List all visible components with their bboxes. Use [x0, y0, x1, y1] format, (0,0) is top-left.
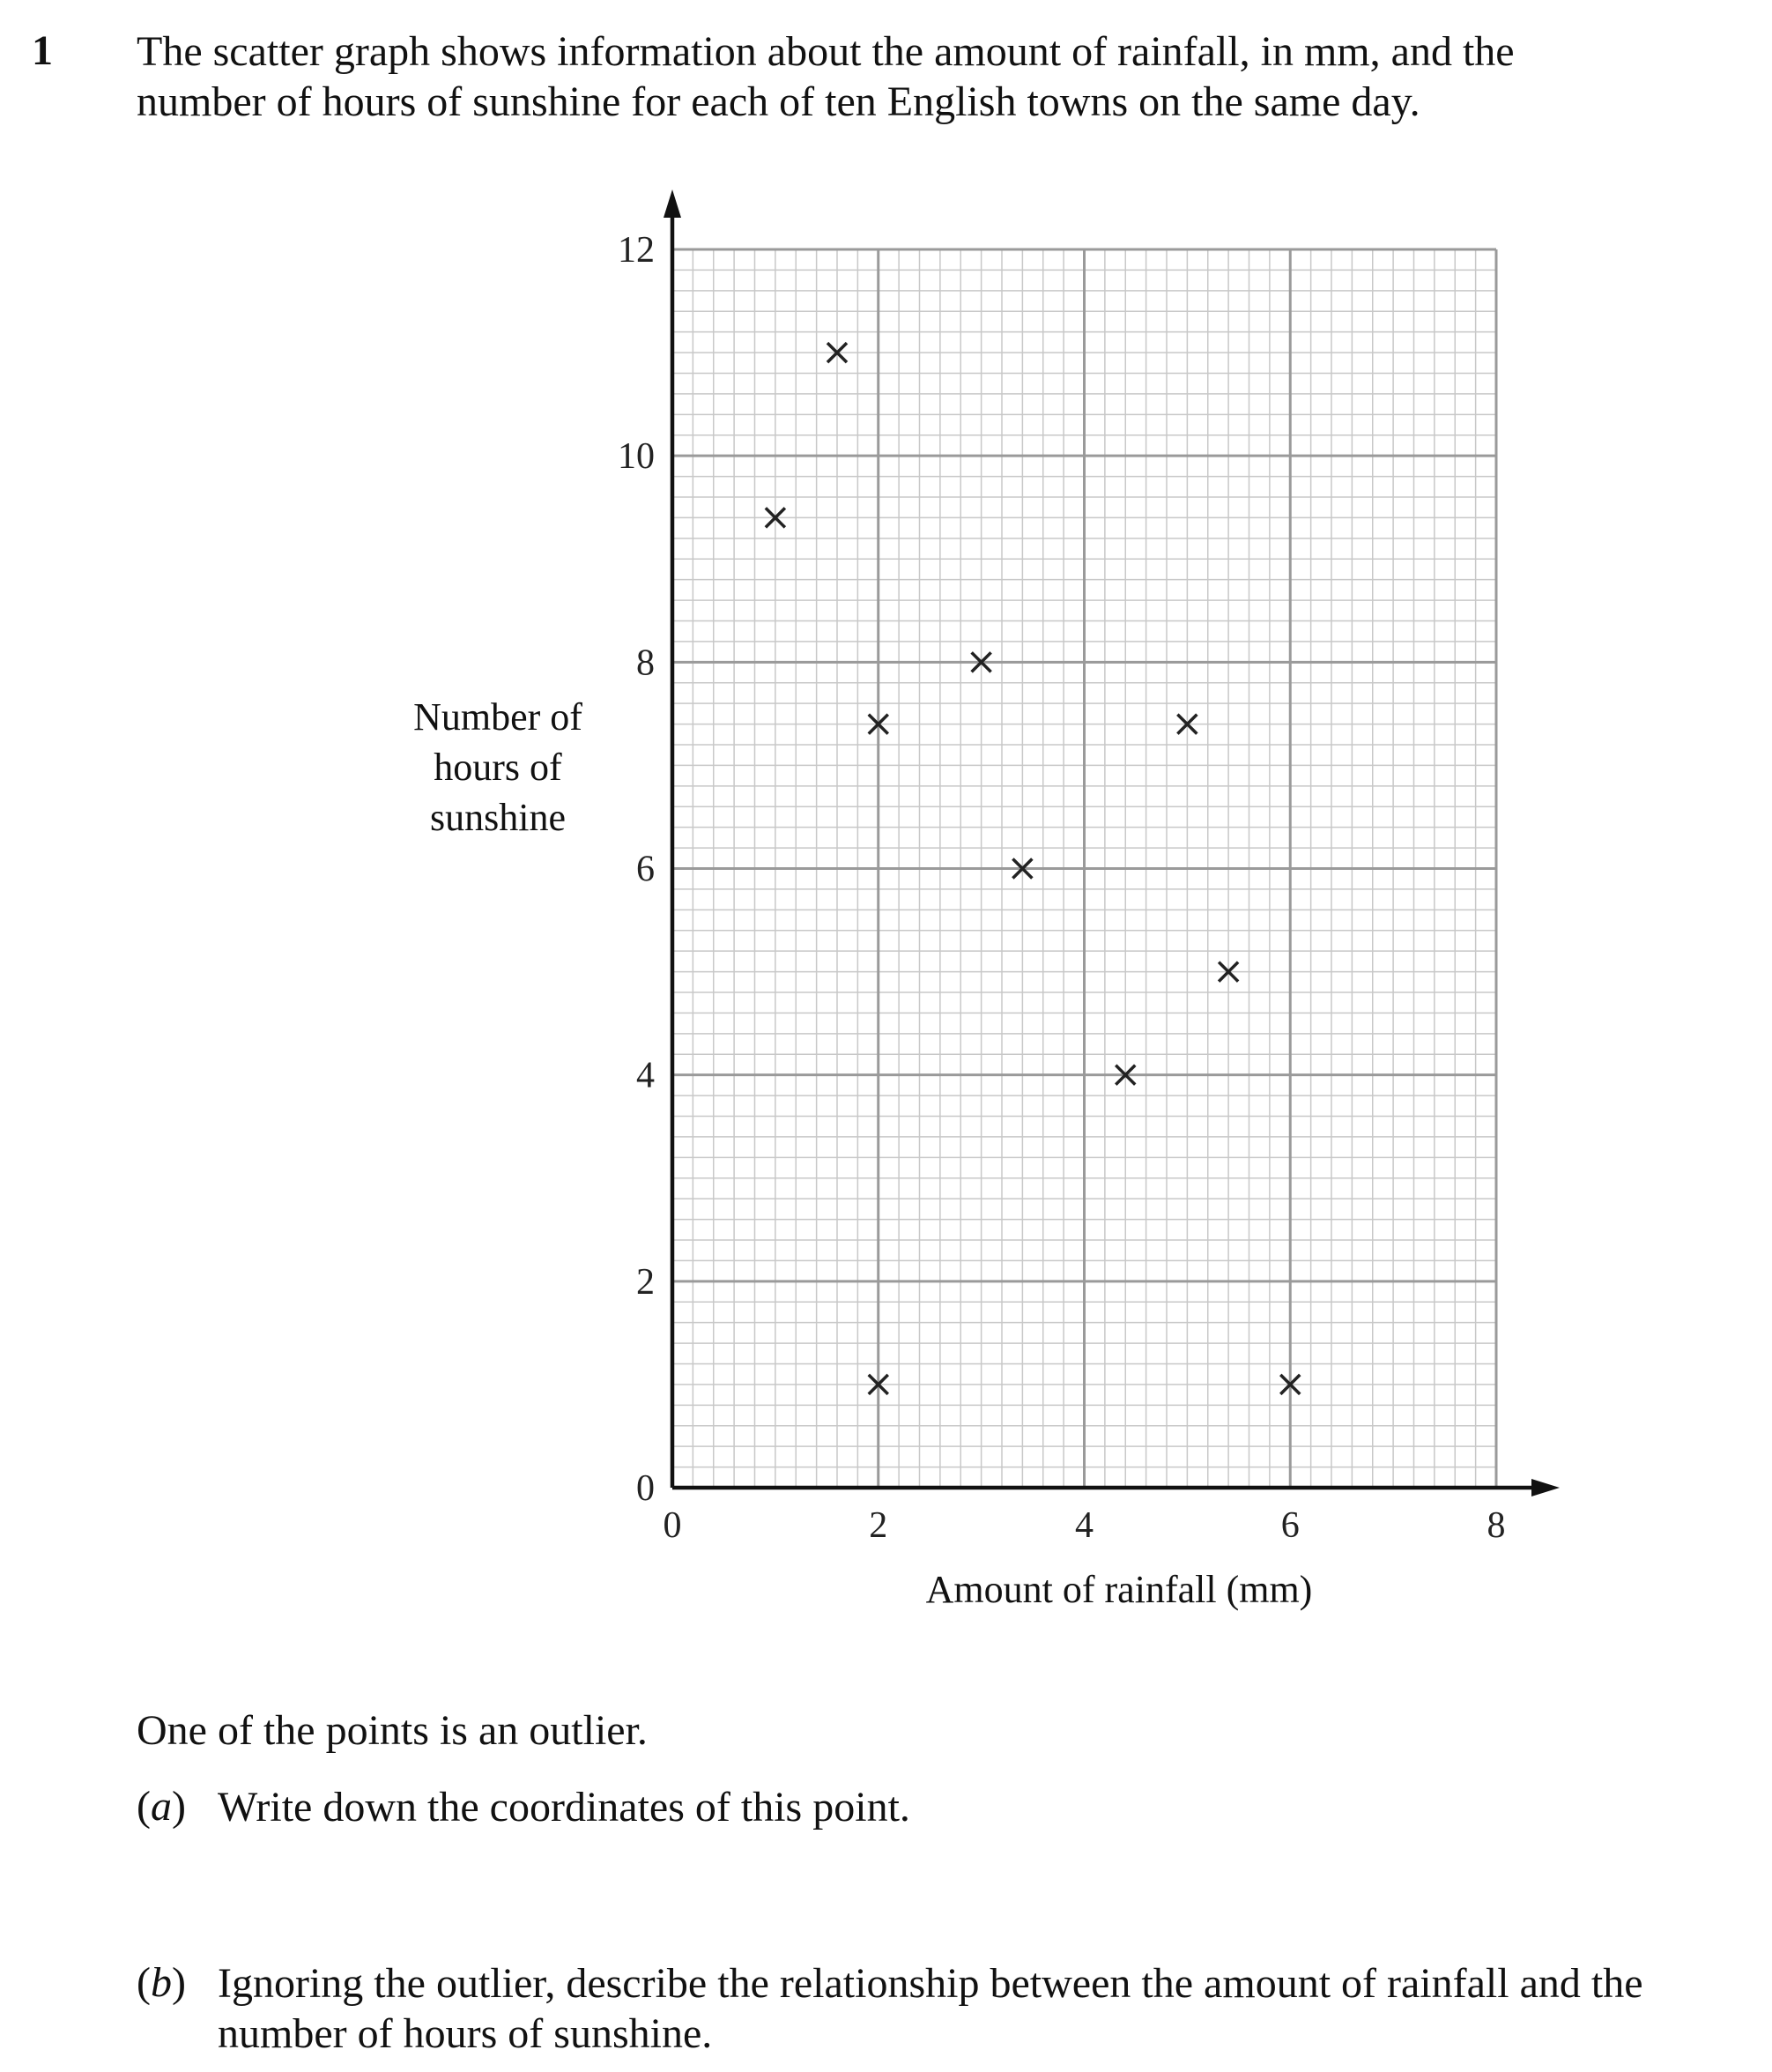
y-axis-label-line: sunshine	[430, 796, 566, 839]
part-b-line-1: Ignoring the outlier, describe the relationship between the amount of rainfall and the	[218, 1960, 1643, 2007]
y-tick-label: 4	[636, 1055, 655, 1096]
y-axis-label-line: hours of	[434, 746, 562, 789]
outlier-statement: One of the points is an outlier.	[137, 1707, 648, 1754]
intro-line-1: The scatter graph shows information about the amount of rainfall, in mm, and the	[137, 28, 1515, 75]
x-axis-arrowhead	[1531, 1479, 1560, 1496]
part-a-text: Write down the coordinates of this point.	[218, 1784, 910, 1831]
y-tick-label: 6	[636, 849, 655, 890]
y-axis-label-line: Number of	[413, 695, 582, 739]
y-axis-label	[352, 692, 643, 843]
part-b-text	[218, 1958, 1751, 2059]
part-a-label: (a)	[137, 1783, 186, 1830]
y-tick-label: 12	[618, 230, 655, 271]
axes	[664, 189, 1560, 1496]
part-b-line-2: number of hours of sunshine.	[218, 2010, 713, 2057]
part-b-label: (b)	[137, 1959, 186, 2006]
y-tick-label: 0	[636, 1468, 655, 1509]
y-tick-label: 10	[618, 436, 655, 478]
x-tick-label: 4	[1075, 1505, 1094, 1546]
y-tick-label: 2	[636, 1261, 655, 1303]
x-axis-label: Amount of rainfall (mm)	[925, 1568, 1313, 1611]
x-tick-label: 0	[663, 1505, 682, 1546]
intro-line-2: number of hours of sunshine for each of ten English towns on the same day.	[137, 78, 1420, 125]
x-tick-label: 8	[1487, 1505, 1506, 1546]
question-number: 1	[32, 27, 53, 74]
y-axis-arrowhead	[664, 189, 681, 218]
part-a-letter: a	[150, 1783, 172, 1830]
x-tick-label: 6	[1280, 1505, 1300, 1546]
x-tick-label: 2	[869, 1505, 888, 1546]
part-b-letter: b	[150, 1959, 172, 2006]
y-tick-label: 8	[636, 642, 655, 684]
